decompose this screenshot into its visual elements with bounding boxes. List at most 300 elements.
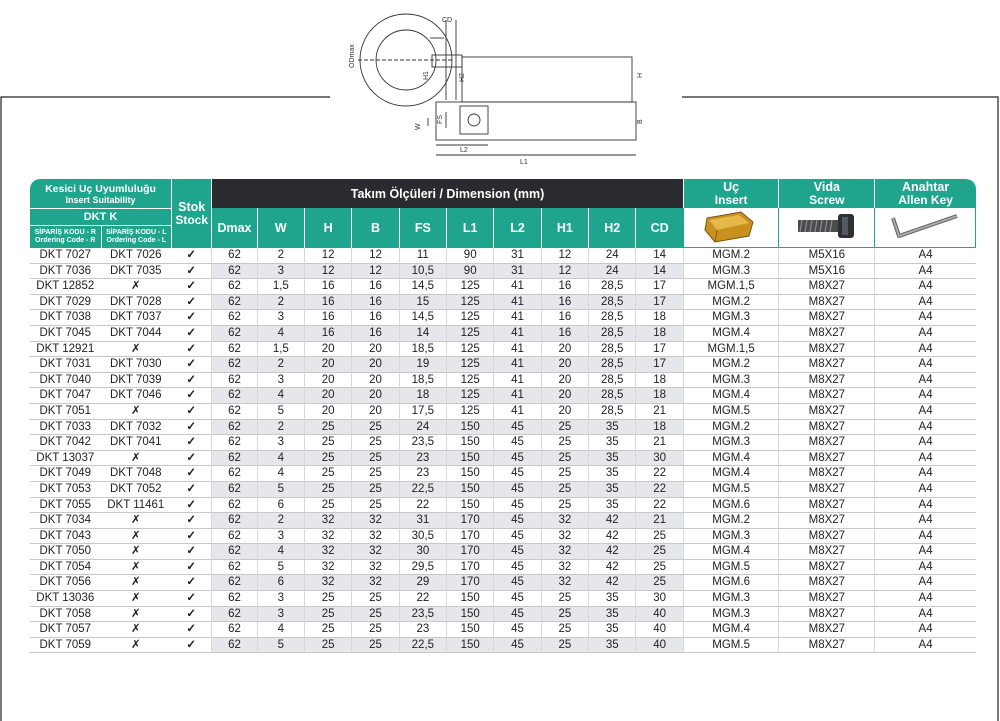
tool-drawing bbox=[348, 0, 648, 170]
cell-code-l: ✗ bbox=[101, 560, 172, 576]
cell-screw: M8X27 bbox=[778, 342, 874, 358]
cell-stock: ✓ bbox=[171, 326, 211, 342]
cell-w: 2 bbox=[257, 295, 304, 311]
cell-b: 16 bbox=[351, 279, 398, 295]
cell-screw: M8X27 bbox=[778, 326, 874, 342]
cell-stock: ✓ bbox=[171, 591, 211, 607]
cell-dmax: 62 bbox=[211, 279, 256, 295]
cell-stock: ✓ bbox=[171, 342, 211, 358]
cell-h: 25 bbox=[304, 435, 351, 451]
cell-h2: 42 bbox=[588, 560, 635, 576]
screw-image bbox=[778, 208, 874, 248]
cell-screw: M8X27 bbox=[778, 529, 874, 545]
cell-stock: ✓ bbox=[171, 529, 211, 545]
table-row bbox=[30, 373, 976, 389]
cell-h1: 25 bbox=[541, 420, 588, 436]
col-dmax: Dmax bbox=[211, 208, 256, 248]
cell-cd: 21 bbox=[635, 404, 682, 420]
cell-dmax: 62 bbox=[211, 466, 256, 482]
cell-h1: 12 bbox=[541, 264, 588, 280]
cell-insert: MGM.6 bbox=[683, 498, 779, 514]
cell-allen-key: A4 bbox=[874, 264, 976, 280]
cell-l2: 31 bbox=[493, 248, 540, 264]
cell-code-r: DKT 7045 bbox=[30, 326, 101, 342]
cell-allen-key: A4 bbox=[874, 607, 976, 623]
cell-fs: 22,5 bbox=[399, 638, 446, 654]
cell-screw: M8X27 bbox=[778, 638, 874, 654]
cell-insert: MGM.6 bbox=[683, 575, 779, 591]
cell-dmax: 62 bbox=[211, 451, 256, 467]
cell-l1: 125 bbox=[446, 326, 493, 342]
cell-h2: 35 bbox=[588, 607, 635, 623]
cell-h1: 20 bbox=[541, 357, 588, 373]
cell-code-r: DKT 7050 bbox=[30, 544, 101, 560]
cell-fs: 30 bbox=[399, 544, 446, 560]
cell-w: 4 bbox=[257, 326, 304, 342]
cell-dmax: 62 bbox=[211, 638, 256, 654]
cell-insert: MGM.2 bbox=[683, 420, 779, 436]
allen-key-label-en: Allen Key bbox=[898, 192, 953, 207]
cell-h1: 16 bbox=[541, 295, 588, 311]
cell-b: 20 bbox=[351, 388, 398, 404]
cell-code-l: ✗ bbox=[101, 622, 172, 638]
cell-b: 25 bbox=[351, 466, 398, 482]
cell-dmax: 62 bbox=[211, 342, 256, 358]
cell-code-l: ✗ bbox=[101, 529, 172, 545]
cell-cd: 21 bbox=[635, 513, 682, 529]
cell-cd: 17 bbox=[635, 279, 682, 295]
cell-screw: M8X27 bbox=[778, 373, 874, 389]
cell-l2: 45 bbox=[493, 451, 540, 467]
cell-dmax: 62 bbox=[211, 264, 256, 280]
cell-b: 32 bbox=[351, 529, 398, 545]
table-row bbox=[30, 295, 976, 311]
cell-h: 25 bbox=[304, 591, 351, 607]
cell-h2: 28,5 bbox=[588, 326, 635, 342]
cell-code-l: DKT 7032 bbox=[101, 420, 172, 436]
col-fs: FS bbox=[399, 208, 446, 248]
cell-fs: 14,5 bbox=[399, 310, 446, 326]
cell-dmax: 62 bbox=[211, 435, 256, 451]
table-row bbox=[30, 248, 976, 264]
cell-stock: ✓ bbox=[171, 575, 211, 591]
cell-screw: M8X27 bbox=[778, 451, 874, 467]
cell-insert: MGM.4 bbox=[683, 466, 779, 482]
insert-icon bbox=[701, 208, 761, 244]
cell-stock: ✓ bbox=[171, 295, 211, 311]
cell-l2: 41 bbox=[493, 295, 540, 311]
cell-fs: 15 bbox=[399, 295, 446, 311]
insert-suitability-header bbox=[30, 179, 171, 208]
cell-h: 32 bbox=[304, 544, 351, 560]
cell-h1: 25 bbox=[541, 435, 588, 451]
cell-l2: 45 bbox=[493, 498, 540, 514]
cell-code-r: DKT 7053 bbox=[30, 482, 101, 498]
cell-insert: MGM.5 bbox=[683, 482, 779, 498]
cell-code-l: DKT 7026 bbox=[101, 248, 172, 264]
cell-fs: 14,5 bbox=[399, 279, 446, 295]
label-fs: FS bbox=[437, 115, 444, 124]
cell-code-l: ✗ bbox=[101, 607, 172, 623]
cell-fs: 31 bbox=[399, 513, 446, 529]
cell-h: 25 bbox=[304, 498, 351, 514]
cell-w: 5 bbox=[257, 560, 304, 576]
cell-stock: ✓ bbox=[171, 466, 211, 482]
cell-h: 16 bbox=[304, 279, 351, 295]
cell-insert: MGM.4 bbox=[683, 326, 779, 342]
cell-allen-key: A4 bbox=[874, 451, 976, 467]
cell-stock: ✓ bbox=[171, 638, 211, 654]
cell-allen-key: A4 bbox=[874, 326, 976, 342]
cell-allen-key: A4 bbox=[874, 279, 976, 295]
cell-code-l: ✗ bbox=[101, 513, 172, 529]
cell-cd: 25 bbox=[635, 575, 682, 591]
cell-l2: 45 bbox=[493, 638, 540, 654]
cell-w: 3 bbox=[257, 529, 304, 545]
cell-fs: 10,5 bbox=[399, 264, 446, 280]
cell-l2: 45 bbox=[493, 544, 540, 560]
cell-h1: 32 bbox=[541, 544, 588, 560]
cell-b: 16 bbox=[351, 310, 398, 326]
label-l1: L1 bbox=[520, 159, 528, 166]
cell-allen-key: A4 bbox=[874, 529, 976, 545]
cell-h: 25 bbox=[304, 622, 351, 638]
dimension-subtitle: / Dimension (mm) bbox=[435, 186, 545, 201]
cell-l1: 90 bbox=[446, 248, 493, 264]
dimension-header bbox=[211, 179, 682, 208]
table-row bbox=[30, 326, 976, 342]
table-row bbox=[30, 264, 976, 280]
cell-h1: 25 bbox=[541, 466, 588, 482]
cell-w: 6 bbox=[257, 575, 304, 591]
cell-code-r: DKT 13036 bbox=[30, 591, 101, 607]
cell-fs: 29,5 bbox=[399, 560, 446, 576]
cell-code-l: DKT 7037 bbox=[101, 310, 172, 326]
cell-h: 25 bbox=[304, 451, 351, 467]
cell-fs: 24 bbox=[399, 420, 446, 436]
col-cd: CD bbox=[635, 208, 682, 248]
cell-l1: 150 bbox=[446, 607, 493, 623]
insert-title: Kesici Uç Uyumluluğu bbox=[45, 182, 156, 195]
cell-l2: 41 bbox=[493, 279, 540, 295]
cell-h2: 42 bbox=[588, 544, 635, 560]
screw-label-en: Screw bbox=[809, 192, 845, 207]
cell-dmax: 62 bbox=[211, 607, 256, 623]
cell-l1: 90 bbox=[446, 264, 493, 280]
col-l2: L2 bbox=[493, 208, 540, 248]
label-odmax: ODmax bbox=[349, 44, 356, 68]
table-row bbox=[30, 388, 976, 404]
cell-b: 20 bbox=[351, 373, 398, 389]
cell-stock: ✓ bbox=[171, 607, 211, 623]
cell-b: 20 bbox=[351, 357, 398, 373]
cell-allen-key: A4 bbox=[874, 482, 976, 498]
table-row bbox=[30, 575, 976, 591]
cell-screw: M8X27 bbox=[778, 560, 874, 576]
cell-h: 16 bbox=[304, 326, 351, 342]
cell-insert: MGM.5 bbox=[683, 638, 779, 654]
cell-cd: 14 bbox=[635, 264, 682, 280]
table-row bbox=[30, 482, 976, 498]
cell-b: 16 bbox=[351, 326, 398, 342]
code-l-header bbox=[101, 225, 172, 248]
cell-l1: 150 bbox=[446, 638, 493, 654]
cell-fs: 23 bbox=[399, 466, 446, 482]
cell-insert: MGM.5 bbox=[683, 404, 779, 420]
cell-b: 32 bbox=[351, 560, 398, 576]
cell-dmax: 62 bbox=[211, 388, 256, 404]
cell-code-l: DKT 7046 bbox=[101, 388, 172, 404]
cell-code-l: ✗ bbox=[101, 279, 172, 295]
cell-code-r: DKT 12852 bbox=[30, 279, 101, 295]
cell-h: 32 bbox=[304, 513, 351, 529]
cell-dmax: 62 bbox=[211, 513, 256, 529]
cell-insert: MGM.1,5 bbox=[683, 279, 779, 295]
cell-b: 20 bbox=[351, 342, 398, 358]
table-row bbox=[30, 342, 976, 358]
cell-allen-key: A4 bbox=[874, 248, 976, 264]
cell-h2: 35 bbox=[588, 466, 635, 482]
cell-h2: 42 bbox=[588, 575, 635, 591]
cell-h: 20 bbox=[304, 404, 351, 420]
cell-dmax: 62 bbox=[211, 544, 256, 560]
cell-dmax: 62 bbox=[211, 498, 256, 514]
cell-code-r: DKT 7033 bbox=[30, 420, 101, 436]
cell-code-l: DKT 7035 bbox=[101, 264, 172, 280]
cell-h1: 16 bbox=[541, 310, 588, 326]
table-row bbox=[30, 498, 976, 514]
cell-code-r: DKT 7058 bbox=[30, 607, 101, 623]
cell-w: 3 bbox=[257, 607, 304, 623]
cell-code-r: DKT 7057 bbox=[30, 622, 101, 638]
stock-label-en: Stock bbox=[175, 212, 209, 227]
cell-w: 4 bbox=[257, 622, 304, 638]
cell-code-l: ✗ bbox=[101, 591, 172, 607]
cell-h2: 35 bbox=[588, 591, 635, 607]
cell-screw: M8X27 bbox=[778, 513, 874, 529]
cell-h1: 25 bbox=[541, 607, 588, 623]
cell-stock: ✓ bbox=[171, 248, 211, 264]
cell-dmax: 62 bbox=[211, 591, 256, 607]
cell-w: 2 bbox=[257, 513, 304, 529]
stock-header bbox=[171, 179, 211, 248]
cell-screw: M8X27 bbox=[778, 404, 874, 420]
cell-code-l: DKT 7041 bbox=[101, 435, 172, 451]
screw-label: Vida bbox=[813, 179, 840, 194]
cell-screw: M8X27 bbox=[778, 388, 874, 404]
cell-cd: 22 bbox=[635, 498, 682, 514]
dkt-label: DKT K bbox=[30, 208, 171, 225]
table-row bbox=[30, 607, 976, 623]
cell-l2: 41 bbox=[493, 404, 540, 420]
cell-allen-key: A4 bbox=[874, 373, 976, 389]
cell-l1: 170 bbox=[446, 544, 493, 560]
table-row bbox=[30, 622, 976, 638]
cell-h1: 25 bbox=[541, 591, 588, 607]
cell-w: 4 bbox=[257, 451, 304, 467]
cell-screw: M8X27 bbox=[778, 310, 874, 326]
cell-l1: 150 bbox=[446, 622, 493, 638]
cell-insert: MGM.3 bbox=[683, 591, 779, 607]
insert-header bbox=[683, 179, 779, 208]
cell-dmax: 62 bbox=[211, 248, 256, 264]
cell-code-l: ✗ bbox=[101, 404, 172, 420]
cell-insert: MGM.2 bbox=[683, 295, 779, 311]
cell-h1: 25 bbox=[541, 451, 588, 467]
cell-allen-key: A4 bbox=[874, 513, 976, 529]
cell-l1: 170 bbox=[446, 575, 493, 591]
cell-l1: 170 bbox=[446, 513, 493, 529]
label-h: H bbox=[637, 72, 644, 78]
cell-h1: 32 bbox=[541, 575, 588, 591]
cell-h: 25 bbox=[304, 420, 351, 436]
cell-l1: 150 bbox=[446, 591, 493, 607]
cell-allen-key: A4 bbox=[874, 622, 976, 638]
cell-fs: 23 bbox=[399, 622, 446, 638]
cell-h2: 28,5 bbox=[588, 310, 635, 326]
product-table bbox=[30, 179, 976, 653]
cell-w: 4 bbox=[257, 388, 304, 404]
cell-w: 5 bbox=[257, 482, 304, 498]
cell-l2: 41 bbox=[493, 342, 540, 358]
cell-l2: 41 bbox=[493, 310, 540, 326]
cell-l1: 150 bbox=[446, 420, 493, 436]
cell-h: 32 bbox=[304, 529, 351, 545]
cell-insert: MGM.2 bbox=[683, 513, 779, 529]
cell-fs: 18,5 bbox=[399, 373, 446, 389]
cell-h2: 28,5 bbox=[588, 295, 635, 311]
cell-l1: 150 bbox=[446, 498, 493, 514]
cell-w: 3 bbox=[257, 373, 304, 389]
cell-dmax: 62 bbox=[211, 622, 256, 638]
cell-stock: ✓ bbox=[171, 560, 211, 576]
cell-code-r: DKT 7027 bbox=[30, 248, 101, 264]
cell-dmax: 62 bbox=[211, 326, 256, 342]
cell-allen-key: A4 bbox=[874, 388, 976, 404]
cell-code-r: DKT 7036 bbox=[30, 264, 101, 280]
cell-h1: 32 bbox=[541, 529, 588, 545]
cell-fs: 19 bbox=[399, 357, 446, 373]
cell-insert: MGM.3 bbox=[683, 373, 779, 389]
cell-l2: 45 bbox=[493, 622, 540, 638]
cell-h2: 28,5 bbox=[588, 388, 635, 404]
cell-dmax: 62 bbox=[211, 575, 256, 591]
cell-cd: 17 bbox=[635, 295, 682, 311]
code-r-label-en: Ordering Code - R bbox=[35, 237, 96, 245]
cell-l2: 45 bbox=[493, 607, 540, 623]
label-l2: L2 bbox=[460, 147, 468, 154]
cell-stock: ✓ bbox=[171, 435, 211, 451]
cell-insert: MGM.2 bbox=[683, 248, 779, 264]
cell-insert: MGM.3 bbox=[683, 529, 779, 545]
cell-allen-key: A4 bbox=[874, 342, 976, 358]
cell-l2: 41 bbox=[493, 373, 540, 389]
cell-b: 25 bbox=[351, 607, 398, 623]
cell-l1: 125 bbox=[446, 357, 493, 373]
cell-code-r: DKT 7054 bbox=[30, 560, 101, 576]
cell-insert: MGM.3 bbox=[683, 435, 779, 451]
cell-insert: MGM.3 bbox=[683, 310, 779, 326]
cell-cd: 25 bbox=[635, 529, 682, 545]
code-r-header bbox=[30, 225, 101, 248]
col-h2: H2 bbox=[588, 208, 635, 248]
cell-h: 20 bbox=[304, 357, 351, 373]
cell-h2: 35 bbox=[588, 498, 635, 514]
cell-fs: 14 bbox=[399, 326, 446, 342]
cell-h1: 12 bbox=[541, 248, 588, 264]
cell-h2: 28,5 bbox=[588, 279, 635, 295]
cell-fs: 23,5 bbox=[399, 607, 446, 623]
cell-h1: 25 bbox=[541, 498, 588, 514]
table-row bbox=[30, 544, 976, 560]
cell-code-r: DKT 7049 bbox=[30, 466, 101, 482]
cell-h2: 42 bbox=[588, 513, 635, 529]
cell-h: 25 bbox=[304, 482, 351, 498]
cell-stock: ✓ bbox=[171, 482, 211, 498]
cell-fs: 30,5 bbox=[399, 529, 446, 545]
cell-h2: 28,5 bbox=[588, 373, 635, 389]
cell-h1: 20 bbox=[541, 404, 588, 420]
cell-b: 25 bbox=[351, 622, 398, 638]
table-row bbox=[30, 451, 976, 467]
cell-stock: ✓ bbox=[171, 404, 211, 420]
cell-l1: 150 bbox=[446, 466, 493, 482]
cell-code-l: ✗ bbox=[101, 451, 172, 467]
cell-l2: 31 bbox=[493, 264, 540, 280]
cell-h: 16 bbox=[304, 295, 351, 311]
cell-w: 2 bbox=[257, 420, 304, 436]
cell-h1: 32 bbox=[541, 560, 588, 576]
cell-h: 16 bbox=[304, 310, 351, 326]
cell-cd: 22 bbox=[635, 466, 682, 482]
cell-insert: MGM.2 bbox=[683, 357, 779, 373]
cell-allen-key: A4 bbox=[874, 591, 976, 607]
cell-cd: 18 bbox=[635, 420, 682, 436]
label-cd: CD bbox=[442, 17, 453, 24]
cell-dmax: 62 bbox=[211, 295, 256, 311]
cell-screw: M8X27 bbox=[778, 544, 874, 560]
cell-w: 2 bbox=[257, 248, 304, 264]
cell-stock: ✓ bbox=[171, 451, 211, 467]
cell-l2: 41 bbox=[493, 326, 540, 342]
cell-allen-key: A4 bbox=[874, 404, 976, 420]
cell-cd: 18 bbox=[635, 373, 682, 389]
cell-b: 25 bbox=[351, 482, 398, 498]
stock-label: Stok bbox=[178, 199, 206, 214]
cell-code-l: ✗ bbox=[101, 575, 172, 591]
insert-label-en: Insert bbox=[714, 192, 748, 207]
table-row bbox=[30, 513, 976, 529]
cell-screw: M5X16 bbox=[778, 264, 874, 280]
cell-screw: M5X16 bbox=[778, 248, 874, 264]
cell-fs: 11 bbox=[399, 248, 446, 264]
label-h2: H2 bbox=[459, 73, 466, 82]
cell-b: 12 bbox=[351, 248, 398, 264]
cell-stock: ✓ bbox=[171, 373, 211, 389]
label-h1: H1 bbox=[423, 71, 430, 80]
cell-screw: M8X27 bbox=[778, 575, 874, 591]
table-body bbox=[30, 248, 976, 653]
cell-b: 12 bbox=[351, 264, 398, 280]
cell-w: 5 bbox=[257, 404, 304, 420]
allen-key-header bbox=[874, 179, 976, 208]
cell-code-r: DKT 12921 bbox=[30, 342, 101, 358]
insert-label: Uç bbox=[723, 179, 740, 194]
cell-insert: MGM.1,5 bbox=[683, 342, 779, 358]
table-row bbox=[30, 529, 976, 545]
cell-l1: 125 bbox=[446, 388, 493, 404]
cell-h1: 16 bbox=[541, 326, 588, 342]
